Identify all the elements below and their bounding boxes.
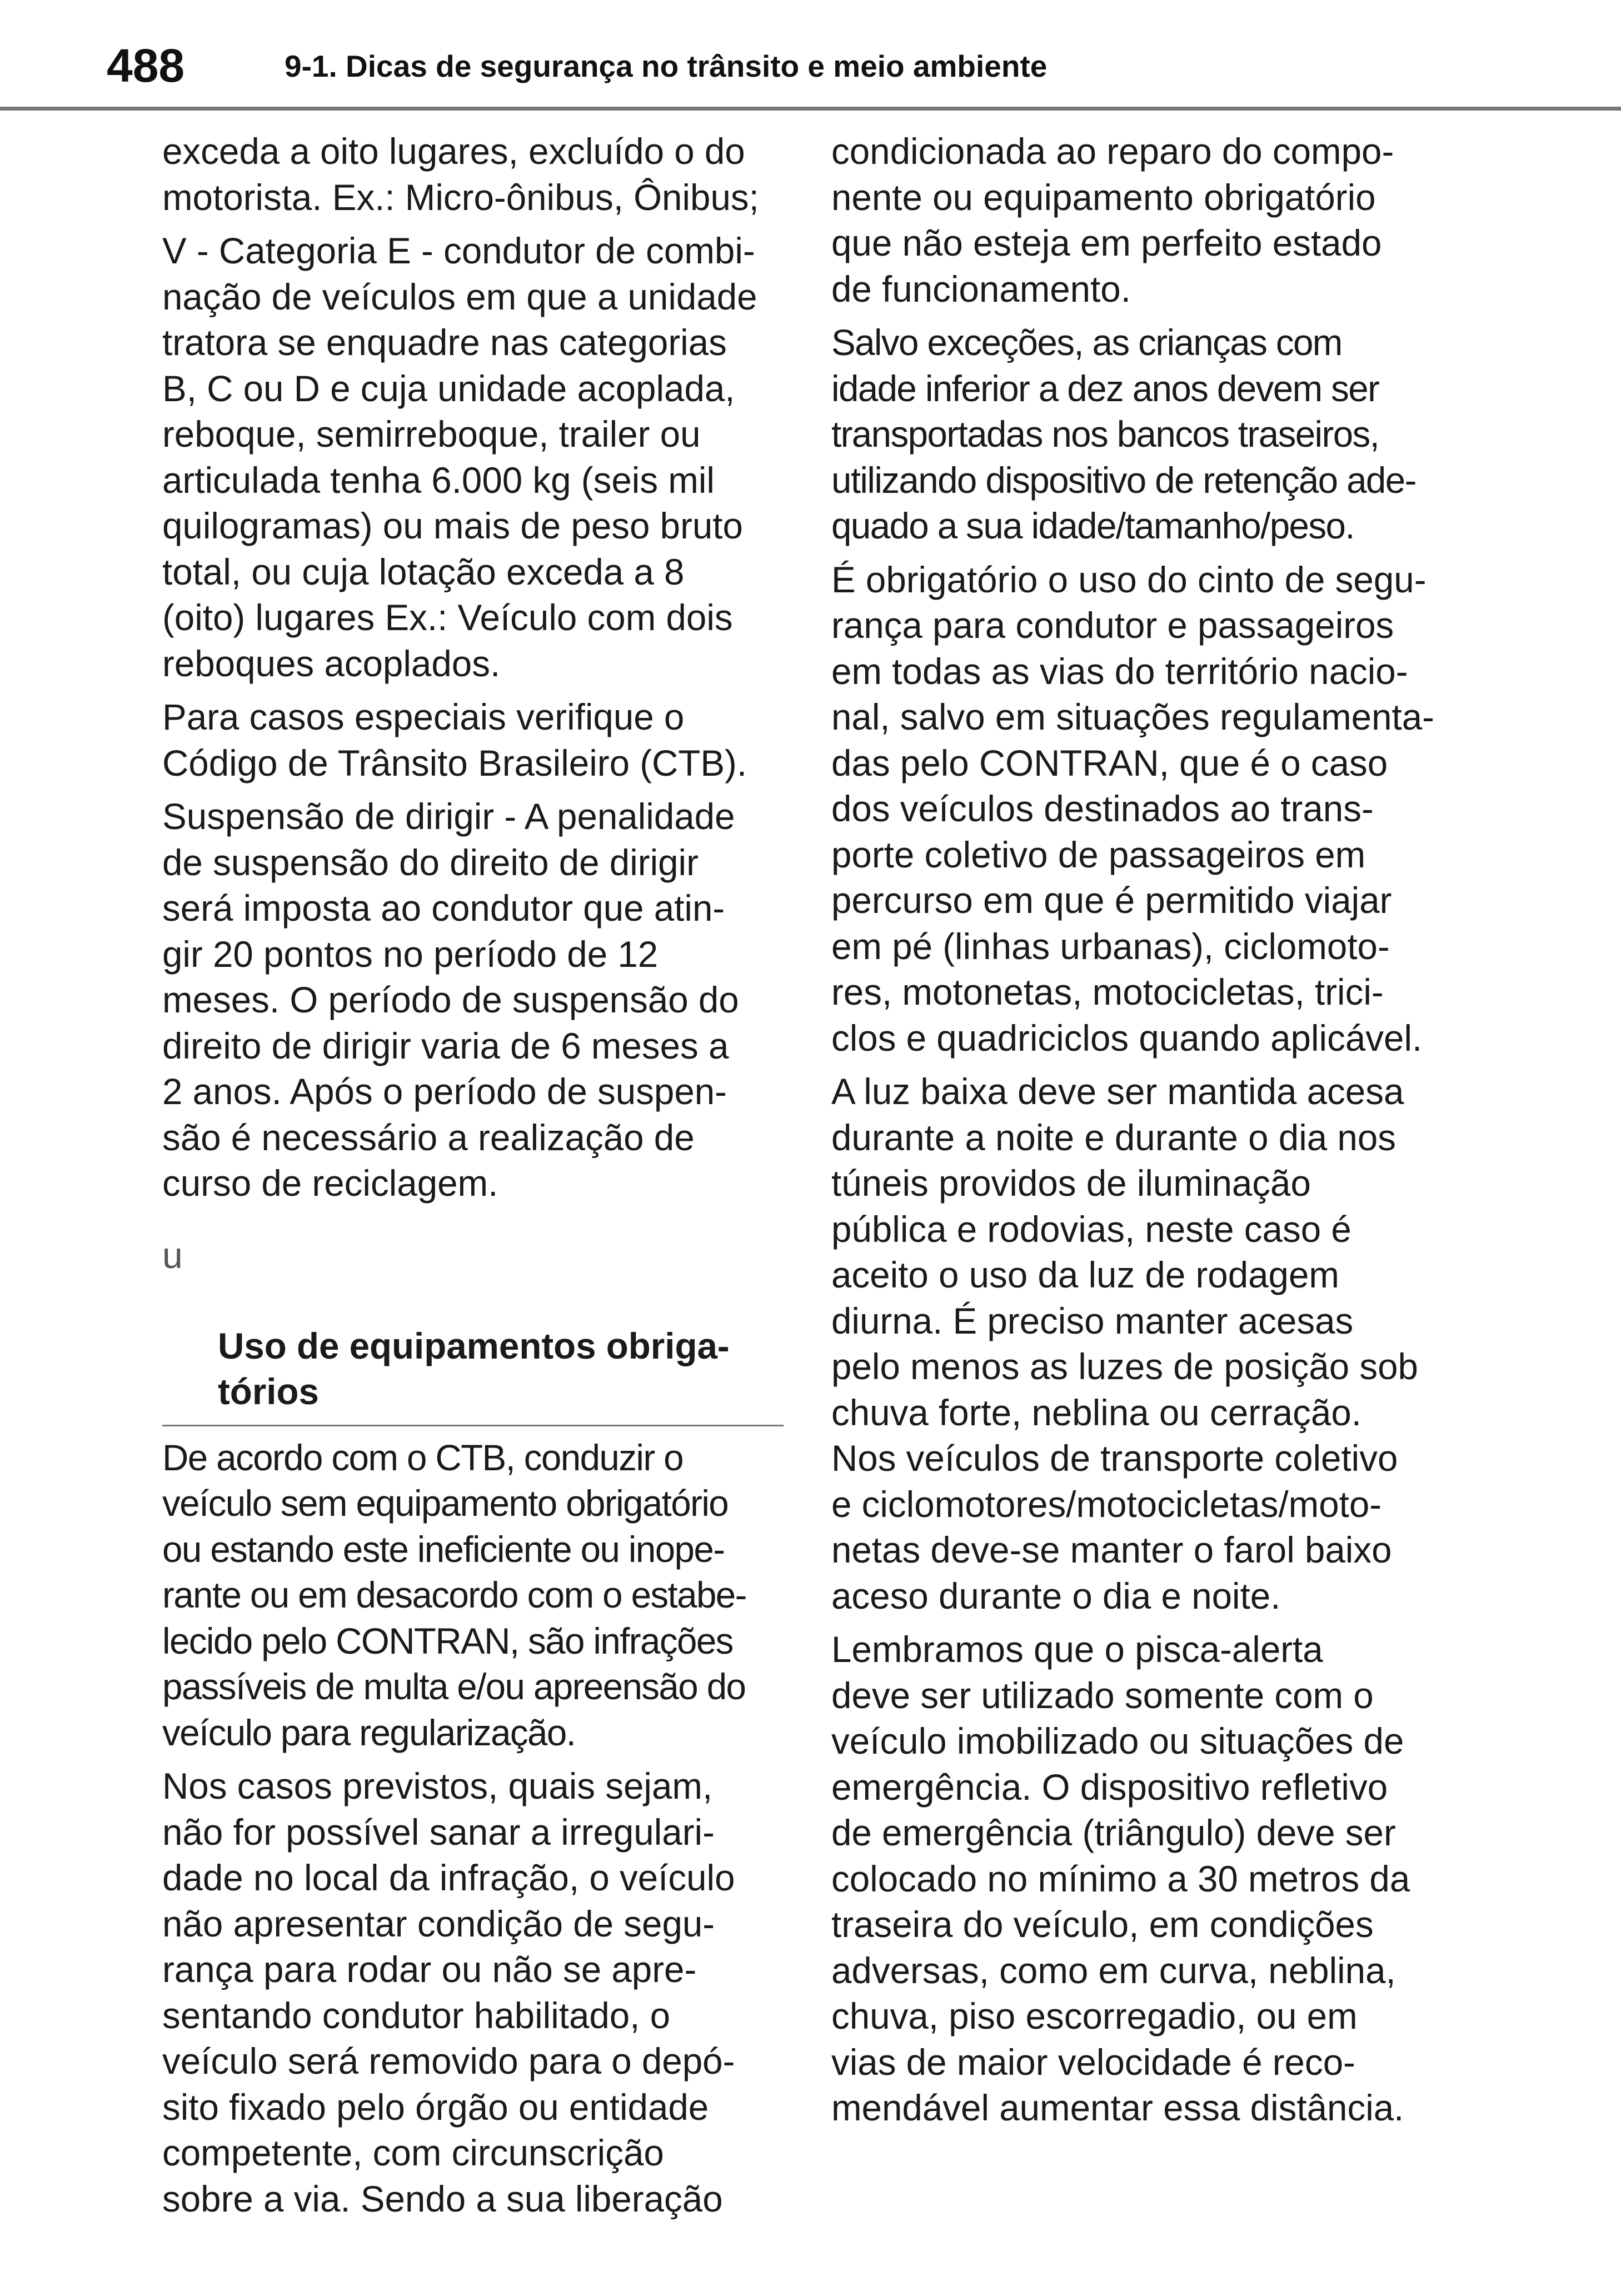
page-number: 488	[107, 39, 185, 92]
header-divider	[0, 107, 1621, 111]
paragraph: Para casos especiais verifique o Código de Trânsito Brasileiro (CTB).	[162, 697, 747, 783]
paragraph: condicionada ao reparo do compo- nente ou equipamento obrigatório que não esteja em perfeito estado de funcionamento.	[831, 131, 1394, 310]
paragraph: É obrigatório o uso do cinto de segu- rança para condutor e passageiros em todas as vias do território nacio- nal, salvo em situações regulamenta- das pelo CONTRAN, que é o caso dos veículos destinados ao trans- porte coletivo de passageiros em percurso em que é permitido viajar em pé (linhas urbanas), ciclomoto- res, motonetas, motocicletas, trici- clos e quadriciclos quando aplicável.	[831, 559, 1434, 1059]
paragraph: A luz baixa deve ser mantida acesa durante a noite e durante o dia nos túneis providos de iluminação pública e rodovias, neste caso é aceito o uso da luz de rodagem diurna. É preciso manter acesas pelo menos as luzes de posição sob chuva forte, neblina ou cerração. Nos veículos de transporte coletivo e ciclomotores/motocicletas/moto- netas deve-se manter o farol baixo aceso durante o dia e noite.	[831, 1071, 1418, 1616]
paragraph: Suspensão de dirigir - A penalidade de suspensão do direito de dirigir será imposta ao condutor que atin- gir 20 pontos no período de 12 meses. O período de suspensão do direito de dirigir varia de 6 meses a 2 anos. Após o período de suspen- são é necessário a realização de curso de reciclagem.	[162, 796, 739, 1204]
paragraph: De acordo com o CTB, conduzir o veículo sem equipamento obrigatório ou estando este ineficiente ou inope- rante ou em desacordo com o estabe- lecido pelo CONTRAN, são infrações passíveis de multa e/ou apreensão do veículo para regularização.	[162, 1437, 746, 1753]
subheading	[162, 1232, 785, 1415]
page-header	[0, 0, 1621, 111]
left-column	[162, 129, 785, 2230]
paragraph: exceda a oito lugares, excluído o do motorista. Ex.: Micro-ônibus, Ônibus;	[162, 131, 759, 218]
paragraph: Lembramos que o pisca-alerta deve ser utilizado somente com o veículo imobilizado ou situações de emergência. O dispositivo refletivo de emergência (triângulo) deve ser colocado no mínimo a 30 metros da traseira do veículo, em condições adversas, como em curva, neblina, chuva, piso escorregadio, ou em vias de maior velocidade é reco- mendável aumentar essa distância.	[831, 1629, 1410, 2128]
paragraph: V - Categoria E - condutor de combi- nação de veículos em que a unidade tratora se enquadre nas categorias B, C ou D e cuja unidade acoplada, reboque, semirreboque, trailer ou articulada tenha 6.000 kg (seis mil quilogramas) ou mais de peso bruto total, ou cuja lotação exceda a 8 (oito) lugares Ex.: Veículo com dois reboques acoplados.	[162, 231, 757, 684]
subheading-text: Uso de equipamentos obriga- tórios	[218, 1325, 730, 1412]
subheading-divider	[162, 1425, 784, 1426]
bullet-icon: u	[162, 1234, 183, 1276]
right-column	[831, 129, 1459, 2139]
paragraph: Nos casos previstos, quais sejam, não for possível sanar a irregulari- dade no local da infração, o veículo não apresentar condição de segu- rança para rodar ou não se apre- sentando condutor habilitado, o veículo será removido para o depó- sito fixado pelo órgão ou entidade competente, com circunscrição sobre a via. Sendo a sua liberação	[162, 1766, 735, 2219]
section-title: 9-1. Dicas de segurança no trânsito e meio ambiente	[285, 49, 1048, 83]
paragraph: Salvo exceções, as crianças com idade inferior a dez anos devem ser transportadas nos bancos traseiros, utilizando dispositivo de retenção ade- quado a sua idade/tamanho/peso.	[831, 322, 1416, 546]
